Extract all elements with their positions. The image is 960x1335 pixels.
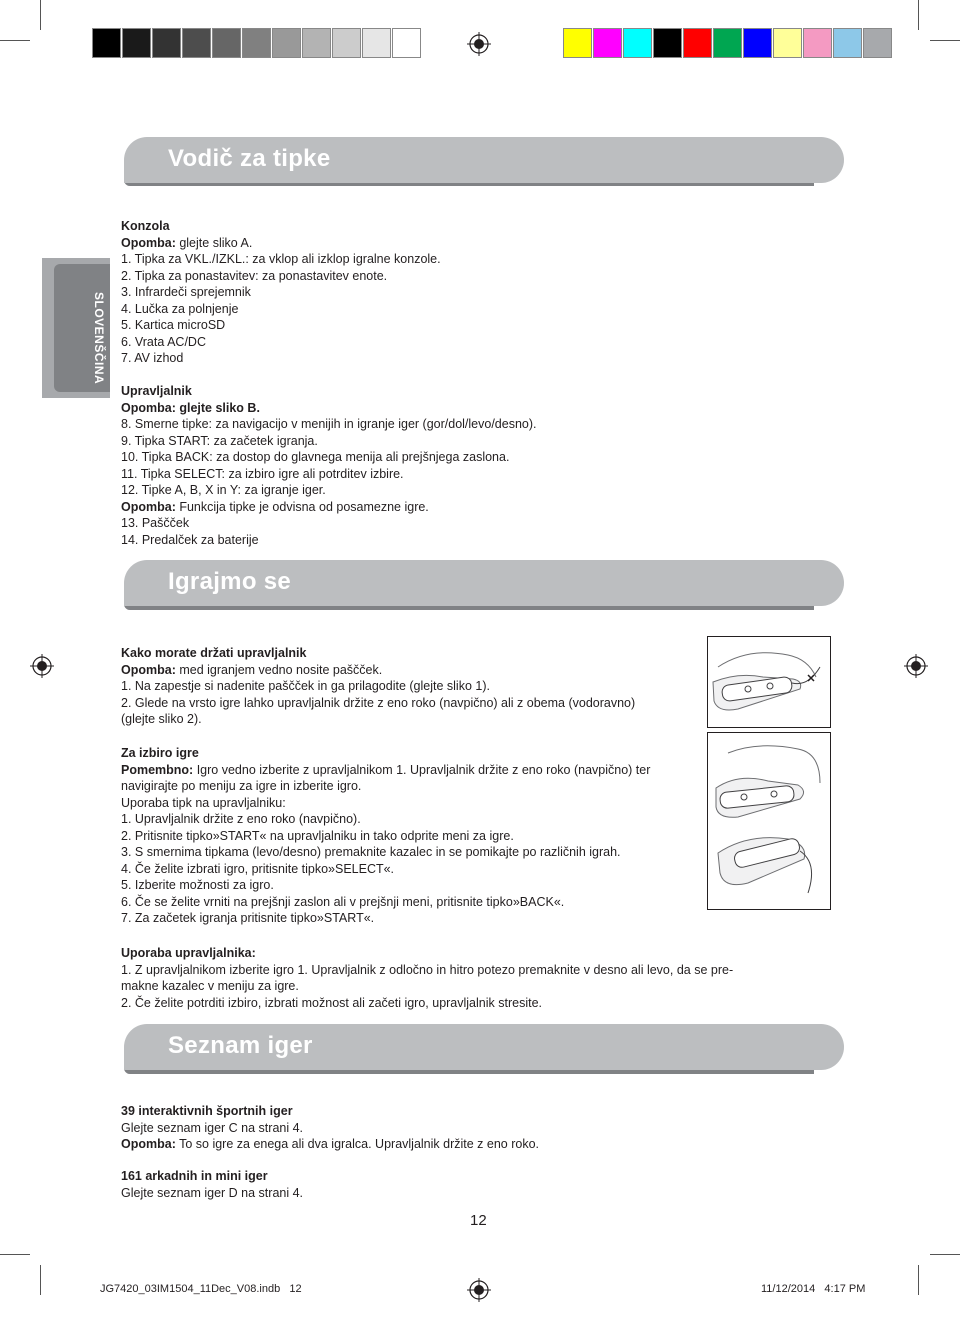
konzola-block	[121, 218, 441, 367]
registration-mark-icon	[30, 654, 54, 678]
color-swatch	[272, 28, 301, 58]
footer-date: 11/12/2014 4:17 PM	[761, 1283, 866, 1295]
sport-heading: 39 interaktivnih športnih iger	[121, 1104, 293, 1118]
crop-mark	[930, 40, 960, 41]
list-item: 1. Tipka za VKL./IZKL.: za vklop ali izklop igralne konzole.	[121, 252, 441, 266]
color-swatch	[743, 28, 772, 58]
list-item: 12. Tipke A, B, X in Y: za igranje iger.	[121, 483, 326, 497]
list-item: 10. Tipka BACK: za dostop do glavnega menija ali prejšnjega zaslona.	[121, 450, 510, 464]
izbira-heading: Za izbiro igre	[121, 746, 199, 760]
list-item: 7. AV izhod	[121, 351, 184, 365]
figure-2-box	[707, 732, 831, 910]
list-item: 9. Tipka START: za začetek igranja.	[121, 433, 318, 448]
color-swatch	[122, 28, 151, 58]
grayscale-color-bar	[92, 28, 422, 58]
upravljalnik-heading: Upravljalnik	[121, 384, 192, 398]
list-item: (glejte sliko 2).	[121, 712, 202, 726]
crop-mark	[0, 1254, 30, 1255]
color-swatch	[833, 28, 862, 58]
page-number: 12	[470, 1212, 487, 1229]
color-swatch	[212, 28, 241, 58]
color-swatch	[302, 28, 331, 58]
list-item: 2. Glede na vrsto igre lahko upravljalnik držite z eno roko (navpično) ali z obema (vodoravno)	[121, 695, 636, 710]
list-item: 5. Izberite možnosti za igro.	[121, 878, 274, 892]
arcade-heading: 161 arkadnih in mini iger	[121, 1169, 268, 1183]
process-color-bar	[563, 28, 893, 58]
sport-note: Opomba: To so igre za enega ali dva igralca. Upravljalnik držite z eno roko.	[121, 1137, 540, 1151]
list-item: 2. Pritisnite tipko»START« na upravljalniku in tako odprite meni za igre.	[121, 828, 514, 843]
list-item: 2. Če želite potrditi izbiro, izbrati možnost ali začeti igro, upravljalnik stresite.	[121, 995, 543, 1010]
arcade-line: Glejte seznam iger D na strani 4.	[121, 1185, 304, 1200]
crop-mark	[918, 0, 919, 30]
section-title: Seznam iger	[168, 1032, 313, 1059]
list-item: 1. Upravljalnik držite z eno roko (navpično).	[121, 812, 361, 826]
registration-mark-icon	[467, 32, 491, 56]
registration-mark-icon	[904, 654, 928, 678]
crop-mark	[40, 0, 41, 30]
color-swatch	[152, 28, 181, 58]
color-swatch	[863, 28, 892, 58]
section-title: Igrajmo se	[168, 568, 292, 595]
uporaba-upravljalnika-block	[121, 945, 733, 1011]
list-item: 11. Tipka SELECT: za izbiro igre ali potrditev izbire.	[121, 466, 404, 481]
section-header	[124, 1024, 844, 1070]
izbira-block	[121, 745, 650, 927]
color-swatch	[332, 28, 361, 58]
drzati-heading: Kako morate držati upravljalnik	[121, 646, 307, 660]
controller-grip-icon	[708, 733, 830, 909]
crop-mark	[40, 1265, 41, 1295]
color-swatch	[242, 28, 271, 58]
list-item: 6. Vrata AC/DC	[121, 334, 206, 349]
side-tab-label: SLOVENŠČINA	[92, 292, 106, 385]
color-swatch	[182, 28, 211, 58]
list-item: 5. Kartica microSD	[121, 318, 226, 332]
list-item: 7. Za začetek igranja pritisnite tipko»START«.	[121, 911, 375, 925]
color-swatch	[392, 28, 421, 58]
uporaba-heading: Uporaba upravljalnika:	[121, 946, 256, 960]
konzola-heading: Konzola	[121, 219, 170, 233]
sport-games-block	[121, 1103, 539, 1153]
izbira-important: Pomembno: Igro vedno izberite z upravljalnikom 1. Upravljalnik držite z eno roko (navpično) ter	[121, 762, 651, 777]
upravljalnik-note: Opomba: glejte sliko B.	[121, 400, 260, 415]
footer-file: JG7420_03IM1504_11Dec_V08.indb 12	[100, 1283, 302, 1295]
color-swatch	[683, 28, 712, 58]
list-item: 6. Če se želite vrniti na prejšnji zaslon ali v prejšnji meni, pritisnite tipko»BACK«.	[121, 894, 565, 909]
color-swatch	[623, 28, 652, 58]
color-swatch	[92, 28, 121, 58]
list-item: 8. Smerne tipke: za navigacijo v menijih in igranje iger (gor/dol/levo/desno).	[121, 417, 537, 431]
list-item: 1. Na zapestje si nadenite paščček in ga prilagodite (glejte sliko 1).	[121, 679, 490, 693]
registration-mark-icon	[467, 1278, 491, 1302]
list-item: 4. Lučka za polnjenje	[121, 301, 239, 316]
controller-wrist-strap-icon	[708, 637, 830, 727]
color-swatch	[653, 28, 682, 58]
list-item: 3. S smernima tipkama (levo/desno) premaknite kazalec in se pomikajte po različnih igrah.	[121, 845, 621, 859]
list-item: 3. Infrardeči sprejemnik	[121, 285, 251, 299]
list-item: 4. Če želite izbrati igro, pritisnite tipko»SELECT«.	[121, 861, 395, 876]
crop-mark	[918, 1265, 919, 1295]
konzola-note: Opomba: glejte sliko A.	[121, 235, 253, 250]
list-item: 14. Predalček za baterije	[121, 532, 259, 547]
list-item: makne kazalec v meniju za igre.	[121, 979, 299, 993]
arcade-games-block	[121, 1168, 303, 1201]
color-swatch	[593, 28, 622, 58]
color-swatch	[803, 28, 832, 58]
color-swatch	[362, 28, 391, 58]
section-header	[124, 137, 844, 183]
izbira-important-cont: navigirajte po meniju za igre in izberite igro.	[121, 779, 362, 793]
crop-mark	[930, 1254, 960, 1255]
drzati-block	[121, 645, 635, 728]
color-swatch	[563, 28, 592, 58]
color-swatch	[713, 28, 742, 58]
list-item: 13. Paščček	[121, 516, 190, 530]
sport-line: Glejte seznam iger C na strani 4.	[121, 1120, 304, 1135]
figure-1-box	[707, 636, 831, 728]
upravljalnik-block	[121, 383, 537, 548]
drzati-note: Opomba: med igranjem vedno nosite paščček.	[121, 662, 383, 677]
izbira-uporaba: Uporaba tipk na upravljalniku:	[121, 795, 286, 810]
upravljalnik-note2: Opomba: Funkcija tipke je odvisna od posamezne igre.	[121, 499, 429, 514]
list-item: 1. Z upravljalnikom izberite igro 1. Upravljalnik z odločno in hitro potezo premaknite v desno ali levo, da se pre-	[121, 962, 734, 977]
list-item: 2. Tipka za ponastavitev: za ponastavitev enote.	[121, 268, 388, 283]
section-title: Vodič za tipke	[168, 145, 331, 172]
color-swatch	[773, 28, 802, 58]
crop-mark	[0, 40, 30, 41]
section-header	[124, 560, 844, 606]
